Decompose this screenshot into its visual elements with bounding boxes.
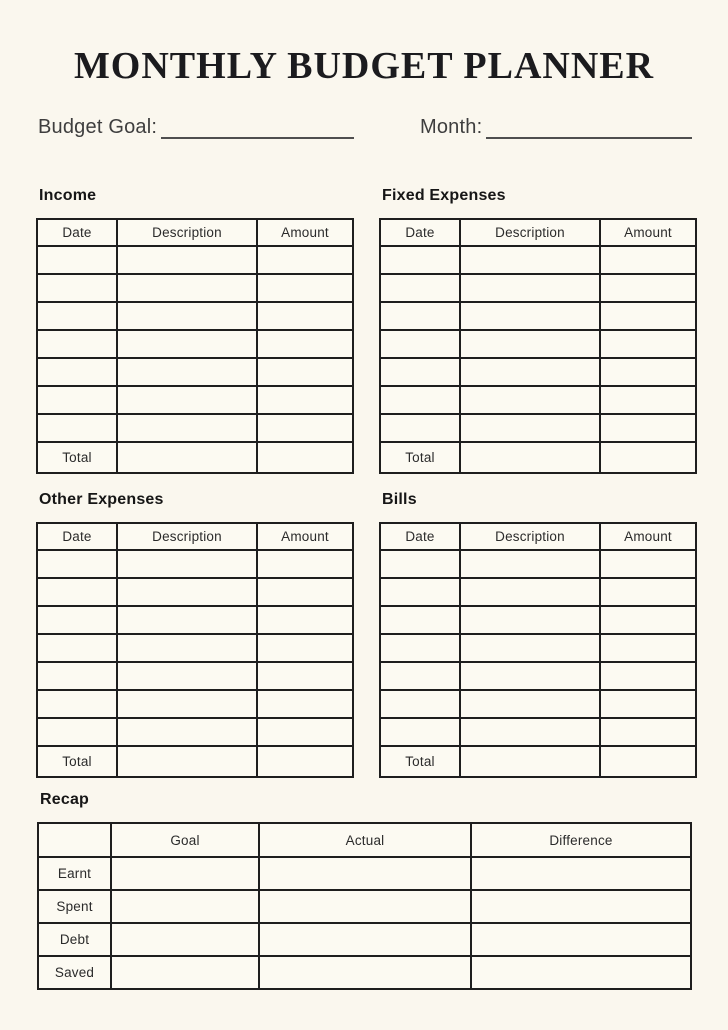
- empty-cell: [259, 923, 471, 956]
- empty-cell: [380, 578, 460, 606]
- empty-cell: [600, 330, 696, 358]
- empty-cell: [117, 718, 257, 746]
- empty-cell: [257, 662, 353, 690]
- section-title-recap: Recap: [40, 791, 90, 808]
- total-label: Total: [37, 746, 117, 777]
- month-blank-line: [486, 115, 692, 139]
- empty-cell: [117, 414, 257, 442]
- empty-cell: [460, 386, 600, 414]
- empty-cell: [37, 690, 117, 718]
- empty-cell: [600, 606, 696, 634]
- empty-cell: [117, 274, 257, 302]
- empty-row: [37, 386, 353, 414]
- empty-row: [37, 662, 353, 690]
- empty-cell: [460, 746, 600, 777]
- empty-cell: [380, 718, 460, 746]
- empty-cell: [460, 718, 600, 746]
- bills-total-section: [380, 746, 696, 777]
- empty-cell: [257, 634, 353, 662]
- empty-cell: [600, 634, 696, 662]
- recap-row-earnt: [38, 857, 691, 890]
- section-fixed-expenses: [379, 186, 695, 474]
- total-row: [380, 746, 696, 777]
- empty-cell: [37, 550, 117, 578]
- empty-cell: [257, 442, 353, 473]
- empty-cell: [37, 246, 117, 274]
- column-header-description: Description: [460, 219, 600, 246]
- empty-row: [380, 634, 696, 662]
- empty-row: [37, 358, 353, 386]
- empty-cell: [117, 550, 257, 578]
- column-header-description: Description: [117, 219, 257, 246]
- empty-row: [37, 302, 353, 330]
- header-fields: [38, 114, 692, 140]
- total-row: [37, 746, 353, 777]
- empty-cell: [257, 386, 353, 414]
- empty-row: [380, 274, 696, 302]
- empty-cell: [380, 274, 460, 302]
- income-table: [36, 218, 354, 474]
- empty-row: [37, 578, 353, 606]
- empty-cell: [460, 662, 600, 690]
- bills-table-body: [380, 523, 696, 746]
- section-title-fixed-expenses: Fixed Expenses: [382, 187, 506, 204]
- column-header-date: Date: [380, 219, 460, 246]
- column-header-goal: Goal: [111, 823, 259, 857]
- section-title-income: Income: [39, 187, 97, 204]
- empty-cell: [471, 956, 691, 989]
- recap-row-label: Debt: [38, 923, 111, 956]
- empty-row: [37, 330, 353, 358]
- empty-cell: [380, 662, 460, 690]
- empty-cell: [117, 246, 257, 274]
- empty-cell: [117, 386, 257, 414]
- column-header-date: Date: [37, 523, 117, 550]
- column-header-description: Description: [117, 523, 257, 550]
- empty-cell: [117, 302, 257, 330]
- empty-cell: [117, 578, 257, 606]
- empty-cell: [37, 358, 117, 386]
- empty-row: [380, 662, 696, 690]
- empty-cell: [257, 358, 353, 386]
- column-header-amount: Amount: [257, 219, 353, 246]
- month-label: Month:: [420, 116, 483, 138]
- fixed-expenses-table-body: [380, 219, 696, 442]
- total-label: Total: [37, 442, 117, 473]
- empty-cell: [117, 662, 257, 690]
- section-title-bills: Bills: [382, 491, 417, 508]
- empty-cell: [117, 442, 257, 473]
- column-header-amount: Amount: [600, 523, 696, 550]
- empty-row: [37, 550, 353, 578]
- empty-cell: [380, 550, 460, 578]
- empty-cell: [460, 302, 600, 330]
- other-expenses-table-body: [37, 523, 353, 746]
- empty-cell: [37, 386, 117, 414]
- budget-goal-field: [38, 114, 354, 140]
- empty-cell: [460, 606, 600, 634]
- budget-goal-blank-line: [161, 115, 354, 139]
- empty-row: [380, 414, 696, 442]
- empty-cell: [471, 890, 691, 923]
- empty-cell: [37, 330, 117, 358]
- empty-row: [380, 330, 696, 358]
- table-header-row: [37, 523, 353, 550]
- empty-cell: [37, 578, 117, 606]
- empty-cell: [380, 330, 460, 358]
- empty-row: [380, 246, 696, 274]
- empty-cell: [259, 890, 471, 923]
- empty-cell: [380, 414, 460, 442]
- income-total-section: [37, 442, 353, 473]
- empty-cell: [600, 746, 696, 777]
- total-label: Total: [380, 746, 460, 777]
- empty-cell: [380, 606, 460, 634]
- empty-cell: [257, 414, 353, 442]
- empty-cell: [111, 923, 259, 956]
- column-header-date: Date: [37, 219, 117, 246]
- empty-row: [380, 718, 696, 746]
- section-income: [36, 186, 352, 474]
- empty-cell: [460, 442, 600, 473]
- empty-cell: [117, 330, 257, 358]
- empty-cell: [111, 890, 259, 923]
- empty-row: [37, 690, 353, 718]
- recap-row-debt: [38, 923, 691, 956]
- empty-cell: [257, 690, 353, 718]
- fixed-expenses-table: [379, 218, 697, 474]
- empty-cell: [117, 634, 257, 662]
- empty-cell: [600, 386, 696, 414]
- empty-cell: [117, 358, 257, 386]
- empty-row: [380, 690, 696, 718]
- empty-row: [37, 718, 353, 746]
- empty-row: [37, 274, 353, 302]
- fixed-expenses-total-section: [380, 442, 696, 473]
- recap-row-label: Earnt: [38, 857, 111, 890]
- empty-cell: [259, 956, 471, 989]
- empty-cell: [600, 246, 696, 274]
- column-header-amount: Amount: [600, 219, 696, 246]
- empty-cell: [380, 302, 460, 330]
- recap-row-label: Saved: [38, 956, 111, 989]
- table-header-row: [380, 523, 696, 550]
- budget-goal-label: Budget Goal:: [38, 116, 158, 138]
- empty-cell: [380, 634, 460, 662]
- empty-cell: [257, 246, 353, 274]
- empty-cell: [460, 634, 600, 662]
- empty-cell: [460, 414, 600, 442]
- empty-row: [380, 578, 696, 606]
- empty-cell: [257, 550, 353, 578]
- empty-cell: [117, 746, 257, 777]
- empty-cell: [259, 857, 471, 890]
- income-table-body: [37, 219, 353, 442]
- empty-cell: [600, 302, 696, 330]
- empty-cell: [257, 718, 353, 746]
- bills-table: [379, 522, 697, 778]
- total-row: [380, 442, 696, 473]
- page-title: MONTHLY BUDGET PLANNER: [73, 45, 655, 87]
- empty-cell: [471, 923, 691, 956]
- empty-cell: [257, 606, 353, 634]
- empty-cell: [600, 718, 696, 746]
- empty-cell: [37, 274, 117, 302]
- recap-corner-cell: [38, 823, 111, 857]
- other-expenses-table: [36, 522, 354, 778]
- empty-cell: [600, 550, 696, 578]
- recap-row-label: Spent: [38, 890, 111, 923]
- empty-cell: [37, 718, 117, 746]
- column-header-amount: Amount: [257, 523, 353, 550]
- empty-cell: [37, 302, 117, 330]
- empty-cell: [380, 386, 460, 414]
- empty-cell: [600, 358, 696, 386]
- empty-cell: [257, 746, 353, 777]
- empty-cell: [460, 274, 600, 302]
- total-label: Total: [380, 442, 460, 473]
- table-header-row: [37, 219, 353, 246]
- empty-cell: [37, 634, 117, 662]
- section-bills: [379, 490, 695, 778]
- empty-cell: [600, 414, 696, 442]
- section-other-expenses: [36, 490, 352, 778]
- recap-header-row: [38, 823, 691, 857]
- empty-row: [37, 414, 353, 442]
- recap-table-body: [38, 823, 691, 989]
- empty-cell: [257, 578, 353, 606]
- empty-row: [380, 550, 696, 578]
- empty-cell: [380, 246, 460, 274]
- other-expenses-total-section: [37, 746, 353, 777]
- recap-table: [37, 822, 692, 990]
- empty-cell: [257, 274, 353, 302]
- empty-cell: [380, 358, 460, 386]
- section-recap: [37, 790, 690, 990]
- empty-cell: [380, 690, 460, 718]
- empty-row: [380, 358, 696, 386]
- table-header-row: [380, 219, 696, 246]
- empty-cell: [460, 358, 600, 386]
- column-header-actual: Actual: [259, 823, 471, 857]
- empty-cell: [600, 662, 696, 690]
- column-header-difference: Difference: [471, 823, 691, 857]
- month-field: [420, 114, 692, 140]
- empty-cell: [257, 330, 353, 358]
- recap-row-spent: [38, 890, 691, 923]
- empty-row: [380, 606, 696, 634]
- column-header-date: Date: [380, 523, 460, 550]
- empty-cell: [600, 578, 696, 606]
- empty-cell: [111, 956, 259, 989]
- empty-cell: [460, 550, 600, 578]
- recap-row-saved: [38, 956, 691, 989]
- empty-cell: [37, 662, 117, 690]
- empty-cell: [117, 606, 257, 634]
- empty-cell: [257, 302, 353, 330]
- empty-cell: [460, 690, 600, 718]
- empty-row: [380, 386, 696, 414]
- empty-cell: [600, 274, 696, 302]
- empty-cell: [600, 690, 696, 718]
- empty-cell: [471, 857, 691, 890]
- empty-row: [380, 302, 696, 330]
- empty-cell: [460, 578, 600, 606]
- total-row: [37, 442, 353, 473]
- empty-row: [37, 246, 353, 274]
- empty-cell: [111, 857, 259, 890]
- section-title-other-expenses: Other Expenses: [39, 491, 164, 508]
- column-header-description: Description: [460, 523, 600, 550]
- empty-row: [37, 634, 353, 662]
- empty-cell: [460, 246, 600, 274]
- empty-cell: [37, 606, 117, 634]
- empty-cell: [600, 442, 696, 473]
- empty-row: [37, 606, 353, 634]
- empty-cell: [117, 690, 257, 718]
- empty-cell: [37, 414, 117, 442]
- empty-cell: [460, 330, 600, 358]
